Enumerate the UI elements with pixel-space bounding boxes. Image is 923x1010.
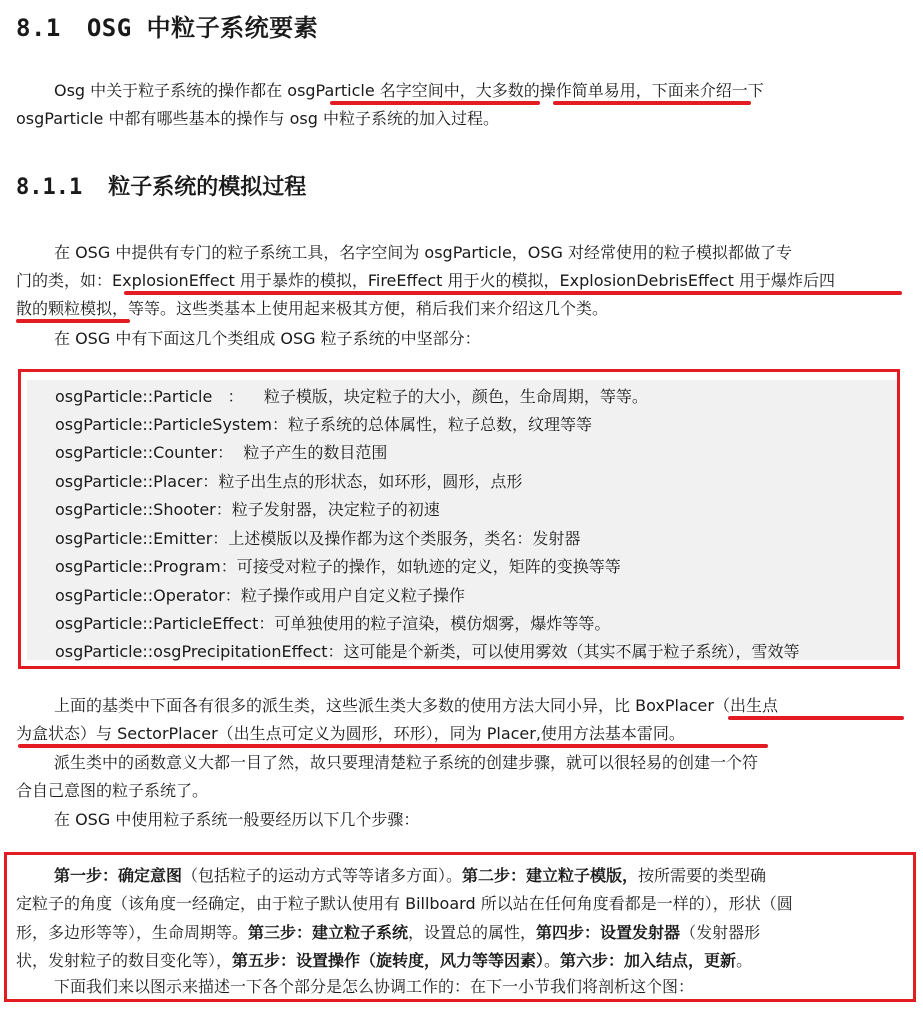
steps-line-4 bbox=[16, 947, 752, 975]
red-underline bbox=[553, 101, 751, 105]
text: ，设置总的属性， bbox=[408, 923, 537, 942]
text: （包括粒子的运动方式等等诸多方面）。 bbox=[182, 866, 463, 885]
text: （发射器形 bbox=[680, 923, 761, 942]
class-name: osgParticle::Particle bbox=[55, 387, 213, 406]
separator: ： bbox=[202, 472, 219, 491]
text: 按所需要的类型确 bbox=[638, 866, 767, 885]
red-underline bbox=[16, 319, 130, 323]
class-desc: 粒子出生点的形状态，如环形，圆形，点形 bbox=[218, 472, 523, 491]
class-row bbox=[55, 553, 621, 581]
section-title: OSG 中粒子系统要素 bbox=[86, 14, 319, 42]
class-desc: 上述模版以及操作都为这个类服务，类名：发射器 bbox=[228, 529, 581, 548]
text: 状，发射粒子的数目变化等）， bbox=[16, 951, 233, 970]
text: Osg 中关于粒子系统的操作都在 bbox=[54, 81, 283, 100]
class-desc: 粒子模版，块定粒子的大小，颜色，生命周期，等等。 bbox=[263, 387, 648, 406]
class-row bbox=[55, 525, 580, 553]
class-row bbox=[55, 610, 610, 638]
class-row bbox=[55, 383, 648, 411]
subsection-number: 8.1.1 bbox=[16, 175, 83, 200]
section-heading bbox=[16, 8, 318, 43]
text: 。 bbox=[544, 951, 561, 970]
sim-line-1: 在 OSG 中提供有专门的粒子系统工具，名字空间为 osgParticle，OSG 对经常使用的粒子模拟都做了专 bbox=[54, 243, 793, 262]
derived-line-2: 为盒状态）与 SectorPlacer（出生点可定义为圆形，环形），同为 Placer,使用方法基本雷同。 bbox=[16, 724, 685, 743]
separator: ： bbox=[327, 642, 344, 661]
class-row bbox=[55, 411, 592, 439]
text: 门的类，如： bbox=[16, 271, 113, 290]
class-name: osgParticle::Operator bbox=[55, 586, 225, 605]
subsection-heading bbox=[16, 170, 306, 201]
subsection-title: 粒子系统的模拟过程 bbox=[108, 175, 307, 200]
class-row bbox=[55, 582, 465, 610]
class-name: osgParticle::ParticleSystem bbox=[55, 415, 272, 434]
separator: ： bbox=[212, 387, 264, 406]
class-desc: 可接受对粒子的操作，如轨迹的定义，矩阵的变换等等 bbox=[236, 557, 621, 576]
class-row bbox=[55, 439, 387, 467]
derived-line-3: 派生类中的函数意义大都一目了然，故只要理清楚粒子系统的创建步骤，就可以很轻易的创建一个符 bbox=[54, 753, 759, 772]
text: ExplosionEffect 用于暴炸的模拟，FireEffect 用于火的模拟，ExplosionDebrisEffect 用于爆炸后四 bbox=[112, 271, 836, 290]
text: 比 BoxPlacer（出生点 bbox=[614, 696, 778, 715]
step-2: 第二步：建立粒子模版， bbox=[462, 866, 639, 885]
steps-line-3 bbox=[16, 919, 760, 947]
red-underline bbox=[18, 744, 768, 748]
class-desc: 粒子发射器，决定粒子的初速 bbox=[231, 500, 440, 519]
step-5: 第五步：设置操作（旋转度，风力等等因素） bbox=[232, 951, 545, 970]
step-3: 第三步：建立粒子系统 bbox=[248, 923, 409, 942]
class-desc: 可单独使用的粒子渲染，模仿烟雾，爆炸等等。 bbox=[274, 614, 611, 633]
class-row bbox=[55, 638, 800, 666]
class-name: osgParticle::Shooter bbox=[55, 500, 216, 519]
class-name: osgParticle::osgPrecipitationEffect bbox=[55, 642, 328, 661]
class-name: osgParticle::Emitter bbox=[55, 529, 213, 548]
separator: ： bbox=[258, 614, 275, 633]
text: 。 bbox=[736, 951, 753, 970]
text: 形，多边形等等），生命周期等。 bbox=[16, 923, 249, 942]
text: 散的颗粒模拟 bbox=[16, 299, 113, 318]
step-6: 第六步：加入结点，更新 bbox=[560, 951, 737, 970]
step-4: 第四步：设置发射器 bbox=[536, 923, 681, 942]
text: ，等等。这些类基本上使用起来极其方便，稍后我们来介绍这几个类。 bbox=[112, 299, 609, 318]
class-desc: 粒子产生的数目范围 bbox=[243, 443, 388, 462]
separator: ： bbox=[220, 557, 237, 576]
derived-line-4: 合自己意图的粒子系统了。 bbox=[16, 781, 209, 800]
separator: ： bbox=[224, 586, 241, 605]
steps-line-5: 下面我们来以图示来描述一下各个部分是怎么协调工作的：在下一小节我们将剖析这个图： bbox=[54, 977, 695, 996]
separator: ： bbox=[215, 500, 232, 519]
section-number: 8.1 bbox=[16, 14, 61, 42]
separator: ： bbox=[271, 415, 288, 434]
derived-line-1 bbox=[54, 692, 778, 720]
text: ，下面来介绍一下 bbox=[635, 81, 764, 100]
class-name: osgParticle::ParticleEffect bbox=[55, 614, 259, 633]
class-name: osgParticle::Placer bbox=[55, 472, 203, 491]
red-underline bbox=[728, 716, 904, 720]
step-1: 第一步：确定意图 bbox=[54, 866, 183, 885]
sim-line-4: 在 OSG 中有下面这几个类组成 OSG 粒子系统的中坚部分： bbox=[54, 329, 481, 348]
class-name: osgParticle::Counter bbox=[55, 443, 218, 462]
text: osgParticle 名字空间中， bbox=[282, 81, 476, 100]
derived-line-5: 在 OSG 中使用粒子系统一般要经历以下几个步骤： bbox=[54, 810, 420, 829]
separator: ： bbox=[217, 443, 244, 462]
separator: ： bbox=[212, 529, 229, 548]
class-name: osgParticle::Program bbox=[55, 557, 221, 576]
class-row bbox=[55, 468, 522, 496]
text: 上面的基类中下面各有很多的派生类，这些派生类大多数的使用方法大同小异， bbox=[54, 696, 615, 715]
class-desc: 粒子系统的总体属性，粒子总数，纹理等等 bbox=[287, 415, 592, 434]
steps-line-1 bbox=[54, 862, 766, 890]
steps-line-2: 定粒子的角度（该角度一经确定，由于粒子默认使用有 Billboard 所以站在任何角度看都是一样的），形状（圆 bbox=[16, 894, 793, 913]
class-desc: 这可能是个新类，可以使用雾效（其实不属于粒子系统），雪效等 bbox=[343, 642, 800, 661]
class-row bbox=[55, 496, 440, 524]
class-desc: 粒子操作或用户自定义粒子操作 bbox=[240, 586, 465, 605]
text: 大多数的操作简单易用 bbox=[475, 81, 636, 100]
intro-line-2: osgParticle 中都有哪些基本的操作与 osg 中粒子系统的加入过程。 bbox=[16, 109, 499, 128]
core-classes-box bbox=[18, 369, 900, 669]
